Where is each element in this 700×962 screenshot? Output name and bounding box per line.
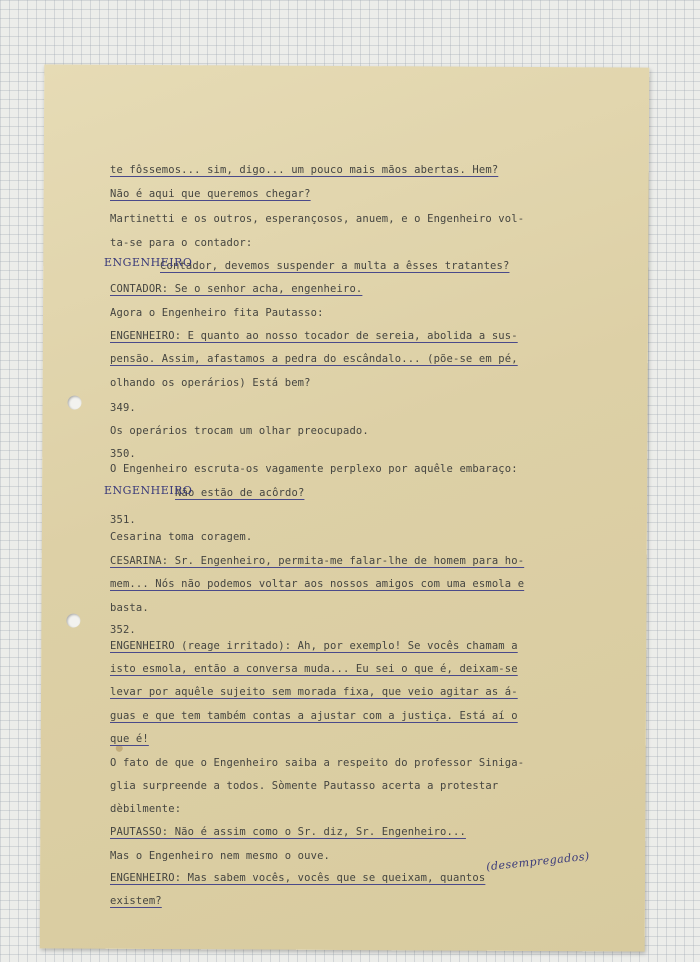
- text-line: Cesarina toma coragem.: [110, 531, 253, 543]
- text-line: Mas o Engenheiro nem mesmo o ouve.: [110, 850, 331, 862]
- text-line: basta.: [110, 602, 149, 614]
- punch-hole: [68, 396, 82, 410]
- handwritten-margin-note: (desempregados): [485, 849, 591, 874]
- text-line: Não é aqui que queremos chegar?: [110, 188, 311, 200]
- text-line: levar por aquêle sujeito sem morada fixa, que veio agitar as á-: [110, 686, 518, 698]
- text-line: ta-se para o contador:: [110, 237, 253, 249]
- scene-number: 352.: [110, 624, 136, 636]
- text-line: ENGENHEIRO: Mas sabem vocês, vocês que se queixam, quantos: [110, 872, 486, 884]
- handwritten-speaker-label: ENGENHEIRO: [104, 256, 193, 269]
- text-line: Contador, devemos suspender a multa a êsses tratantes?: [160, 260, 510, 272]
- text-line: que é!: [110, 733, 149, 745]
- text-line: guas e que tem também contas a ajustar com a justiça. Está aí o: [110, 710, 518, 722]
- text-line: CONTADOR: Se o senhor acha, engenheiro.: [110, 283, 363, 295]
- text-line: te fôssemos... sim, digo... um pouco mais mãos abertas. Hem?: [110, 164, 499, 176]
- text-line: dèbilmente:: [110, 803, 182, 815]
- text-line: mem... Nós não podemos voltar aos nossos amigos com uma esmola e: [110, 578, 525, 590]
- text-line: isto esmola, então a conversa muda... Eu sei o que é, deixam-se: [110, 663, 518, 675]
- text-line: olhando os operários) Está bem?: [110, 377, 311, 389]
- text-line: O Engenheiro escruta-os vagamente perplexo por aquêle embaraço:: [110, 463, 518, 475]
- text-line: ENGENHEIRO: E quanto ao nosso tocador de sereia, abolida a sus-: [110, 330, 518, 342]
- text-line: pensão. Assim, afastamos a pedra do escândalo... (põe-se em pé,: [110, 353, 518, 365]
- scene-number: 350.: [110, 448, 136, 460]
- stain: [116, 745, 123, 752]
- text-line: Martinetti e os outros, esperançosos, anuem, e o Engenheiro vol-: [110, 213, 525, 225]
- text-line: glia surpreende a todos. Sòmente Pautasso acerta a protestar: [110, 780, 499, 792]
- text-line: existem?: [110, 895, 162, 907]
- scene-number: 351.: [110, 514, 136, 526]
- text-line: Agora o Engenheiro fita Pautasso:: [110, 307, 324, 319]
- handwritten-speaker-label: ENGENHEIRO: [104, 484, 193, 497]
- punch-hole: [66, 614, 80, 628]
- text-line: PAUTASSO: Não é assim como o Sr. diz, Sr. Engenheiro...: [110, 826, 466, 838]
- text-line: Não estão de acôrdo?: [175, 487, 305, 499]
- scene-number: 349.: [110, 402, 136, 414]
- text-line: CESARINA: Sr. Engenheiro, permita-me falar-lhe de homem para ho-: [110, 555, 525, 567]
- text-line: O fato de que o Engenheiro saiba a respeito do professor Siniga-: [110, 757, 525, 769]
- text-line: Os operários trocam um olhar preocupado.: [110, 425, 369, 437]
- text-line: ENGENHEIRO (reage irritado): Ah, por exemplo! Se vocês chamam a: [110, 640, 518, 652]
